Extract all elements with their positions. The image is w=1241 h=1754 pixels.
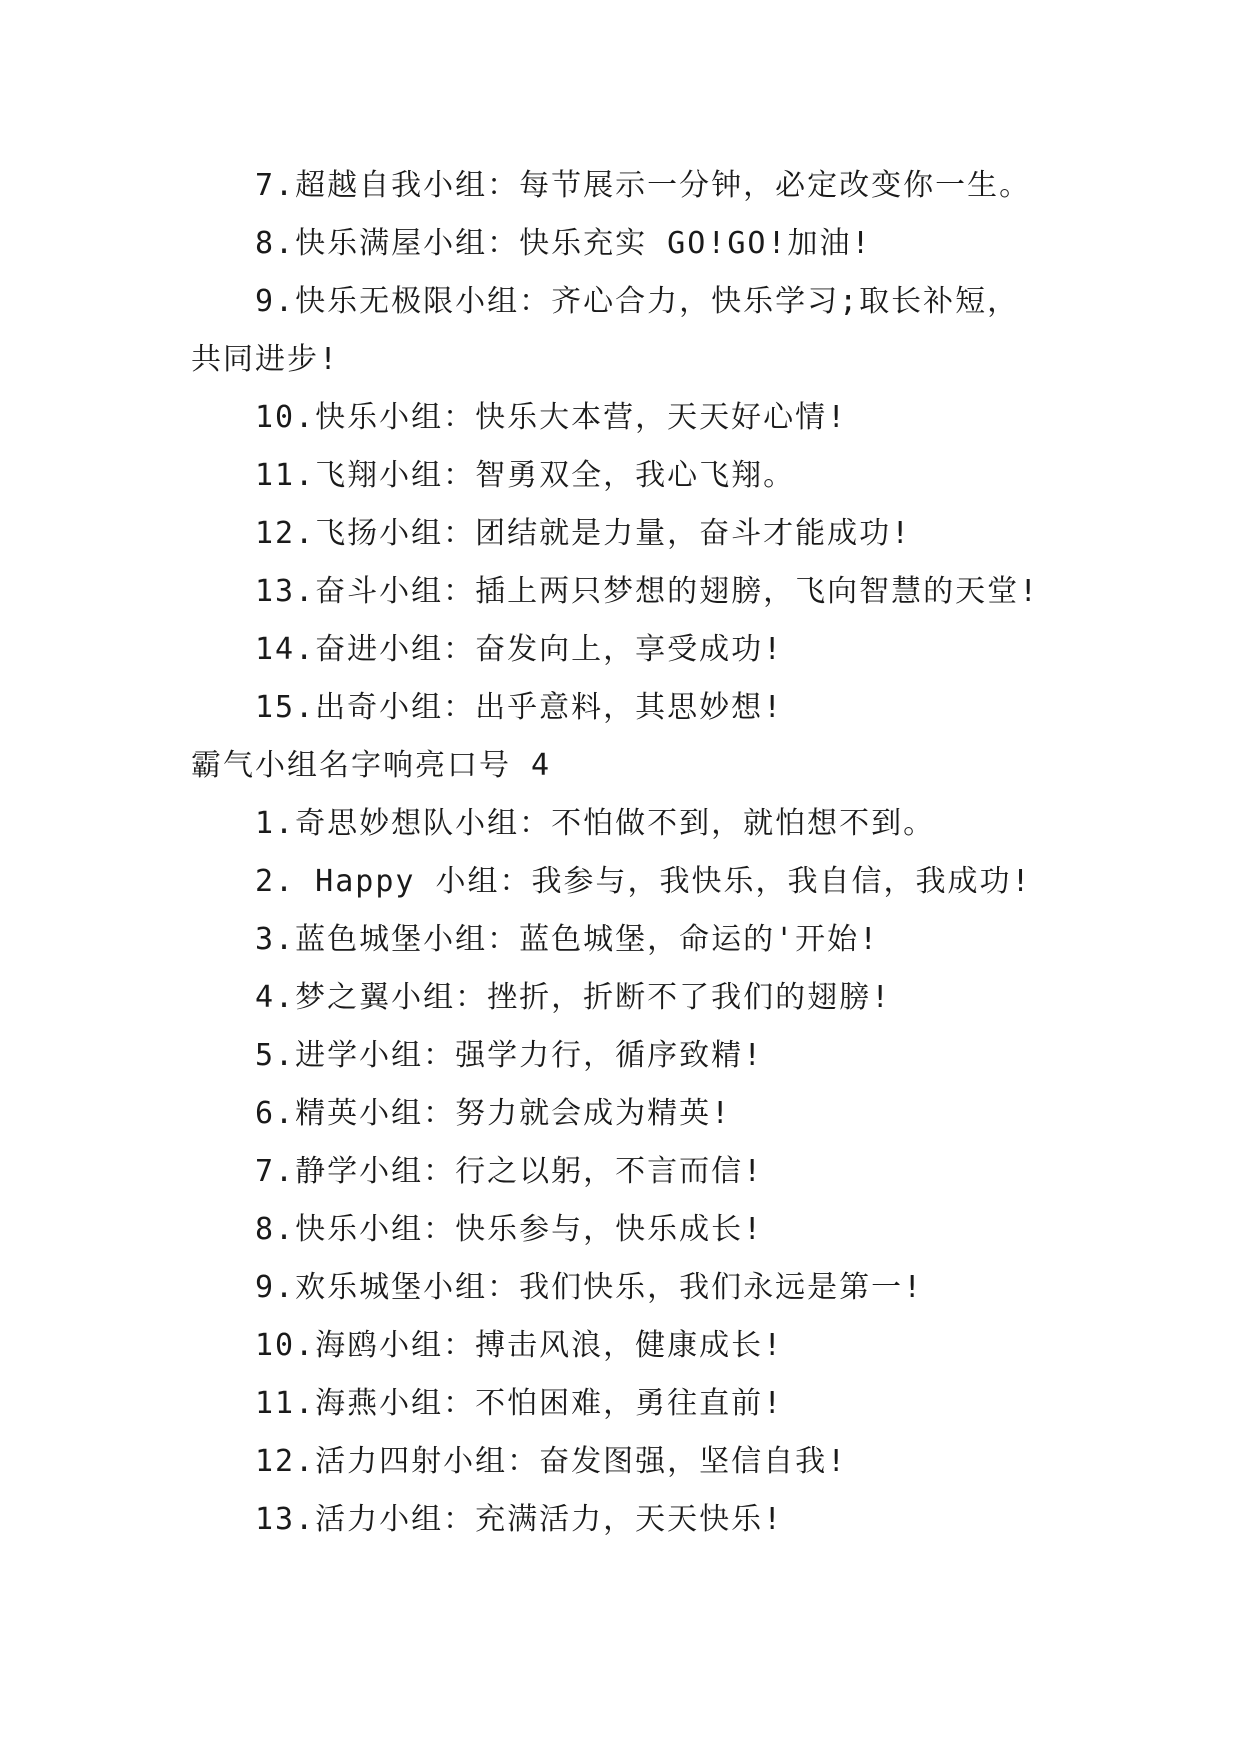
list-item: 9.欢乐城堡小组：我们快乐，我们永远是第一! <box>255 1270 924 1305</box>
list-item: 2. Happy 小组：我参与，我快乐，我自信，我成功! <box>255 864 1032 899</box>
list-item: 7.超越自我小组：每节展示一分钟，必定改变你一生。 <box>255 168 1032 203</box>
list-item: 13.奋斗小组：插上两只梦想的翅膀，飞向智慧的天堂! <box>255 574 1040 609</box>
list-item: 10.海鸥小组：搏击风浪，健康成长! <box>255 1328 784 1363</box>
list-item: 14.奋进小组：奋发向上，享受成功! <box>255 632 784 667</box>
list-item: 10.快乐小组：快乐大本营，天天好心情! <box>255 400 848 435</box>
list-item: 11.飞翔小组：智勇双全，我心飞翔。 <box>255 458 796 493</box>
list-item: 3.蓝色城堡小组：蓝色城堡，命运的'开始! <box>255 922 880 957</box>
list-item: 6.精英小组：努力就会成为精英! <box>255 1096 732 1131</box>
list-item: 1.奇思妙想队小组：不怕做不到，就怕想不到。 <box>255 806 936 841</box>
list-item: 12.飞扬小组：团结就是力量，奋斗才能成功! <box>255 516 912 551</box>
list-item: 4.梦之翼小组：挫折，折断不了我们的翅膀! <box>255 980 892 1015</box>
list-item: 12.活力四射小组：奋发图强，坚信自我! <box>255 1444 848 1479</box>
section-heading: 霸气小组名字响亮口号 4 <box>191 748 552 783</box>
list-item-continuation: 共同进步! <box>191 342 340 377</box>
list-item: 7.静学小组：行之以躬，不言而信! <box>255 1154 764 1189</box>
list-item: 9.快乐无极限小组：齐心合力，快乐学习;取长补短， <box>255 284 1020 319</box>
list-item: 8.快乐满屋小组：快乐充实 GO!GO!加油! <box>255 226 872 261</box>
list-item: 11.海燕小组：不怕困难，勇往直前! <box>255 1386 784 1421</box>
list-item: 13.活力小组：充满活力，天天快乐! <box>255 1502 784 1537</box>
list-item: 15.出奇小组：出乎意料，其思妙想! <box>255 690 784 725</box>
list-item: 5.进学小组：强学力行，循序致精! <box>255 1038 764 1073</box>
list-item: 8.快乐小组：快乐参与，快乐成长! <box>255 1212 764 1247</box>
